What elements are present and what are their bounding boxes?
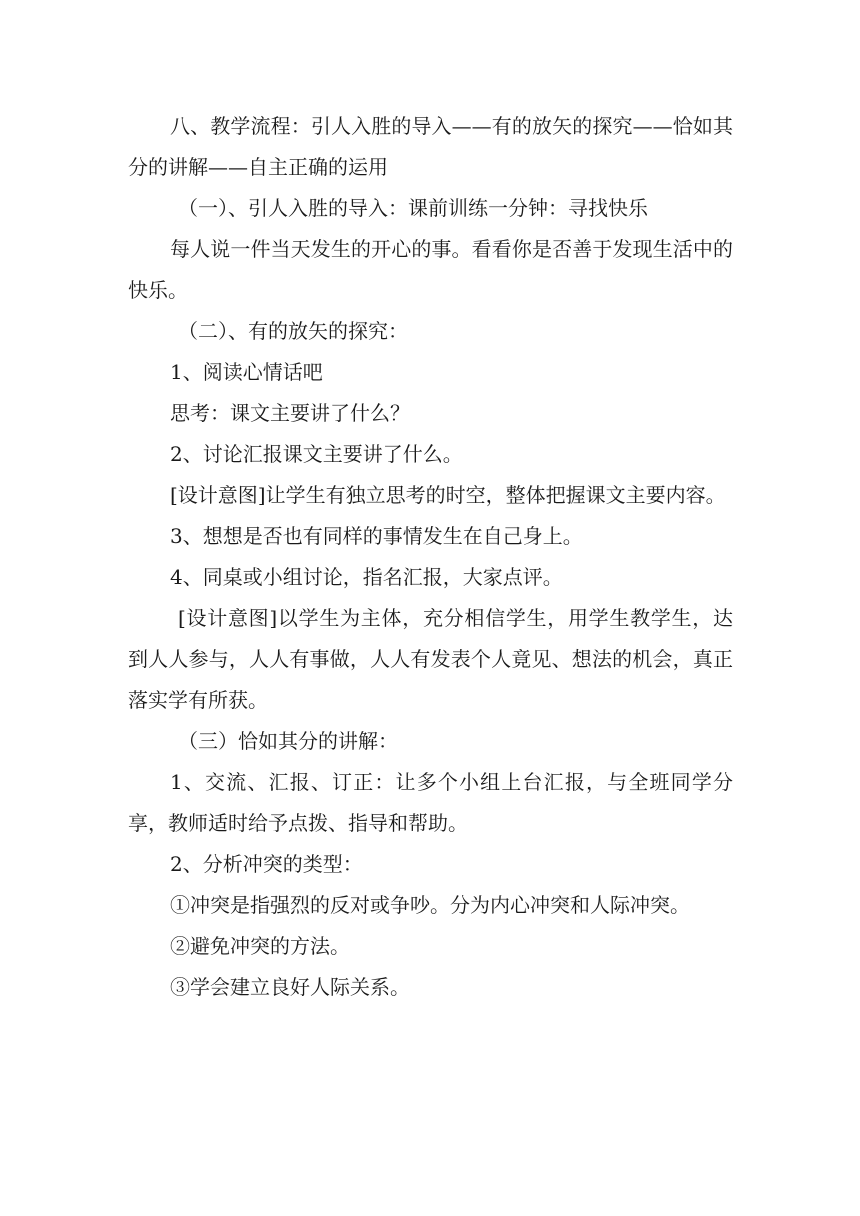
paragraph-step-1: 1、阅读心情话吧: [170, 360, 323, 384]
paragraph-think: 思考：课文主要讲了什么？: [170, 401, 410, 425]
paragraph-conflict-definition: ①冲突是指强烈的反对或争吵。分为内心冲突和人际冲突。: [170, 893, 690, 917]
paragraph-section-1-heading: （一）、引人入胜的导入：课前训练一分钟：寻找快乐: [178, 196, 648, 220]
paragraph-design-intent-2: [设计意图]以学生为主体，充分相信学生，用学生教学生，达到人人参与，人人有事做，人人有发表个人竟见、想法的机会，真正落实学有所获。: [128, 606, 733, 712]
paragraph-step-4: 4、同桌或小组讨论，指名汇报，大家点评。: [170, 565, 563, 589]
paragraph-good-relations: ③学会建立良好人际关系。: [170, 975, 410, 999]
paragraph-step-2: 2、讨论汇报课文主要讲了什么。: [170, 442, 463, 466]
document-body: [128, 106, 733, 1008]
paragraph-conflict-types: 2、分析冲突的类型：: [170, 852, 363, 876]
paragraph-exchange-report: 1、交流、汇报、订正：让多个小组上台汇报，与全班同学分享，教师适时给予点拨、指导和帮助。: [128, 770, 733, 835]
paragraph-section-1-body: 每人说一件当天发生的开心的事。看看你是否善于发现生活中的快乐。: [128, 237, 733, 302]
paragraph-design-intent-1: [设计意图]让学生有独立思考的时空，整体把握课文主要内容。: [170, 483, 726, 507]
paragraph-section-2-heading: （二）、有的放矢的探究：: [178, 319, 408, 343]
paragraph-step-3: 3、想想是否也有同样的事情发生在自己身上。: [170, 524, 583, 548]
paragraph-teaching-process: 八、教学流程：引人入胜的导入——有的放矢的探究——恰如其分的讲解——自主正确的运用: [128, 114, 733, 179]
paragraph-avoid-conflict: ②避免冲突的方法。: [170, 934, 350, 958]
paragraph-section-3-heading: （三）恰如其分的讲解：: [178, 729, 398, 753]
